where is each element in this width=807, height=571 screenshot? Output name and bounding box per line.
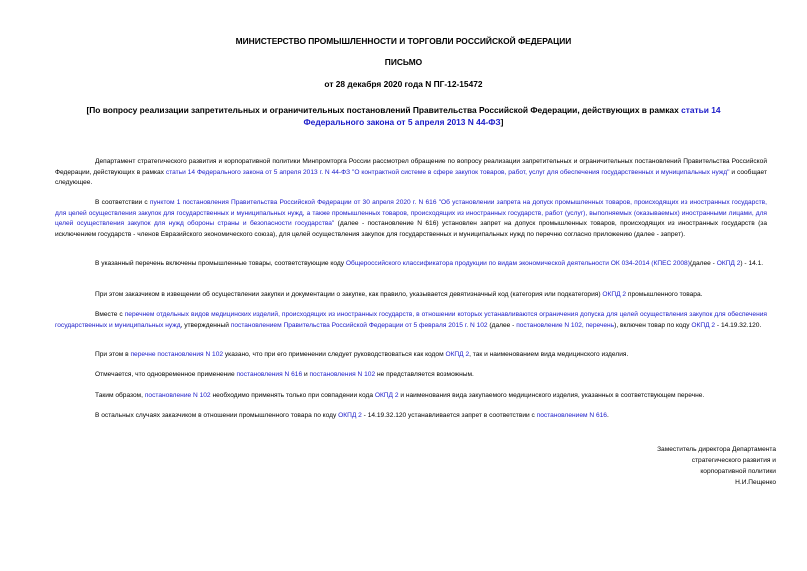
signature-department-cont: корпоративной политики bbox=[700, 468, 776, 475]
decree-102-link[interactable]: постановление N 102 bbox=[144, 392, 211, 399]
document-date-number: от 28 декабря 2020 года N ПГ-12-15472 bbox=[324, 79, 483, 89]
document-type: ПИСЬМО bbox=[384, 57, 423, 67]
okpd2-link[interactable]: ОКПД 2 bbox=[374, 392, 399, 399]
decree-102-link[interactable]: постановления N 102 bbox=[309, 371, 376, 378]
okpd2-link[interactable]: ОКПД 2 bbox=[338, 412, 362, 419]
document-subject bbox=[55, 104, 752, 128]
signature-department: стратегического развития и bbox=[691, 457, 776, 464]
decree-102-list-link[interactable]: постановление N 102, перечень bbox=[516, 321, 615, 329]
paragraph-3: В указанный перечень включены промышленные товары, соответствующие коду Общероссийского классификатора продукции по видам экономической деятельности ОК 034-2014 (КПЕС 2008)(далее - ОКПД 2) - 14.1. bbox=[95, 260, 764, 267]
signature-block bbox=[600, 444, 776, 488]
paragraph-6: При этом в перечне постановления N 102 указано, что при его применении следует руководствоваться как кодом ОКПД 2, так и наименованием вида медицинского изделия. bbox=[95, 351, 629, 358]
okpd2-link[interactable]: ОКПД 2 bbox=[602, 291, 627, 298]
signature-name: Н.И.Пещенко bbox=[735, 479, 776, 486]
decree-102-link[interactable]: постановлением Правительства Российской Федерации от 5 февраля 2015 г. N 102 bbox=[230, 321, 488, 329]
law-44fz-link[interactable]: статьи 14 Федерального закона от 5 апреля 2013 г. N 44-ФЗ "О контрактной системе в сфере закупок товаров, работ, услуг для обеспечения государственных и муниципальных нужд" bbox=[165, 168, 730, 176]
subject-law-link[interactable]: статьи 14 Федерального закона от 5 апреля 2013 N 44-ФЗ bbox=[303, 105, 721, 127]
decree-616-point1-link[interactable]: пунктом 1 постановления Правительства Российской Федерации от 30 апреля 2020 г. N 616 "Об установлении запрета на допуск промышленных товаров, происходящих из иностранных государств, для целей осуществления закупок для государственных и муниципальных нужд, а также промышленных товаров, происходящих из иностранных государств, работ (услуг), выполняемых (оказываемых) иностранными лицами, для целей осуществления закупок для нужд обороны страны и безопасности государства" bbox=[55, 199, 767, 228]
subject-text: [По вопросу реализации запретительных и ограничительных постановлений Правительства Российской Федерации, действующих в рамках bbox=[86, 105, 682, 115]
decree-102-list-link[interactable]: перечне постановления N 102 bbox=[130, 351, 224, 358]
signature-position: Заместитель директора Департамента bbox=[657, 446, 776, 453]
paragraph-9: В остальных случаях заказчиком в отношении промышленного товара по коду ОКПД 2 - 14.19.32.120 устанавливается запрет в соответствии с постановлением N 616. bbox=[95, 412, 609, 419]
okpd2-link[interactable]: ОКПД 2 bbox=[716, 260, 741, 267]
paragraph-7: Отмечается, что одновременное применение постановления N 616 и постановления N 102 не представляется возможным. bbox=[95, 371, 474, 378]
subject-text-end: ] bbox=[500, 117, 504, 127]
paragraph-2: В соответствии с пунктом 1 постановления Правительства Российской Федерации от 30 апреля 2020 г. N 616 "Об установлении запрета на допуск промышленных товаров, происходящих из иностранных государств, для целей осуществления закупок для государственных и муниципальных нужд, а также промышленных товаров, происходящих из иностранных государств, работ (услуг), выполняемых (оказываемых) иностранными лицами, для целей осуществления закупок для нужд обороны страны и безопасности государства" (далее - постановление N 616) установлен запрет на допуск промышленных товаров, происходящих из иностранных государств (за исключением государств - членов Евразийского экономического союза), для целей осуществления закупок для государственных и муниципальных нужд по перечню согласно приложению (далее - запрет). bbox=[55, 199, 767, 238]
paragraph-4: При этом заказчиком в извещении об осуществлении закупки и документации о закупке, как правило, указывается девятизначный код (категория или подкатегория) ОКПД 2 промышленного товара. bbox=[95, 291, 703, 298]
paragraph-8: Таким образом, постановление N 102 необходимо применять только при совпадении кода ОКПД 2 и наименования вида закупаемого медицинского изделия, указанных в соответствующем перечне. bbox=[95, 392, 705, 399]
paragraph-5: Вместе с перечнем отдельных видов медицинских изделий, происходящих из иностранных государств, в отношении которых устанавливаются ограничения допуска для целей осуществления закупок для обеспечения государственных и муниципальных нужд, утвержденный постановлением Правительства Российской Федерации от 5 февраля 2015 г. N 102 (далее - постановление N 102, перечень), включен товар по коду ОКПД 2 - 14.19.32.120. bbox=[55, 311, 767, 329]
paragraph-1: Департамент стратегического развития и корпоративной политики Минпромторга России рассмотрел обращение по вопросу реализации запретительных и ограничительных постановлений Правительства Российской Федерации, действующих в рамках статьи 14 Федерального закона от 5 апреля 2013 г. N 44-ФЗ "О контрактной системе в сфере закупок товаров, работ, услуг для обеспечения государственных и муниципальных нужд" и сообщает следующее. bbox=[55, 158, 767, 187]
okpd-classifier-link[interactable]: Общероссийского классификатора продукции по видам экономической деятельности ОК 034-2014 (КПЕС 2008) bbox=[345, 260, 690, 267]
okpd2-link[interactable]: ОКПД 2 bbox=[445, 351, 470, 358]
decree-616-link[interactable]: постановлением N 616 bbox=[536, 412, 607, 419]
ministry-title: МИНИСТЕРСТВО ПРОМЫШЛЕННОСТИ И ТОРГОВЛИ РОССИЙСКОЙ ФЕДЕРАЦИИ bbox=[235, 36, 572, 46]
okpd2-link[interactable]: ОКПД 2 bbox=[691, 321, 716, 329]
medical-devices-list-link[interactable]: перечнем отдельных видов медицинских изделий, происходящих из иностранных государств, в отношении которых устанавливаются ограничения допуска для целей осуществления закупок для обеспечения государственных и муниципальных нужд bbox=[55, 311, 767, 329]
decree-616-link[interactable]: постановления N 616 bbox=[236, 371, 303, 378]
